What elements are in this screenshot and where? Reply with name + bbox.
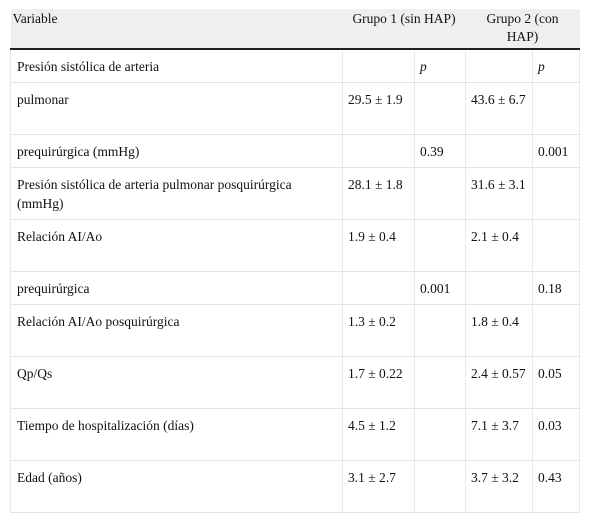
cell-g1-value <box>343 272 415 305</box>
cell-g2-value: 1.8 ± 0.4 <box>466 305 533 357</box>
cell-variable: Relación AI/Ao posquirúrgica <box>11 305 343 357</box>
table-row <box>11 49 580 83</box>
cell-g2-p <box>533 305 580 357</box>
table-row <box>11 83 580 135</box>
cell-g1-p <box>415 357 466 409</box>
cell-variable: Edad (años) <box>11 461 343 513</box>
cell-g1-value <box>343 135 415 168</box>
cell-g2-p: 0.03 <box>533 409 580 461</box>
cell-variable: Relación AI/Ao <box>11 220 343 272</box>
cell-g1-p: 0.001 <box>415 272 466 305</box>
cell-g1-p: 0.39 <box>415 135 466 168</box>
cell-g1-value <box>343 49 415 83</box>
table-header <box>11 9 580 49</box>
table-row <box>11 272 580 305</box>
header-row <box>11 9 580 49</box>
cell-variable: pulmonar <box>11 83 343 135</box>
cell-g1-p <box>415 305 466 357</box>
cell-g2-p: 0.001 <box>533 135 580 168</box>
cell-variable: Presión sistólica de arteria pulmonar posquirúrgica (mmHg) <box>11 168 343 220</box>
cell-g1-p <box>415 168 466 220</box>
table-body <box>11 49 580 513</box>
cell-g2-p: 0.05 <box>533 357 580 409</box>
table-row <box>11 409 580 461</box>
cell-g1-value: 28.1 ± 1.8 <box>343 168 415 220</box>
cell-g2-value: 43.6 ± 6.7 <box>466 83 533 135</box>
cell-g2-value <box>466 49 533 83</box>
cell-variable: Presión sistólica de arteria <box>11 49 343 83</box>
table-row <box>11 135 580 168</box>
cell-variable: prequirúrgica <box>11 272 343 305</box>
cell-g2-value: 2.1 ± 0.4 <box>466 220 533 272</box>
cell-g2-value: 31.6 ± 3.1 <box>466 168 533 220</box>
table-row <box>11 357 580 409</box>
table-row <box>11 220 580 272</box>
cell-g2-value: 7.1 ± 3.7 <box>466 409 533 461</box>
cell-g1-value: 3.1 ± 2.7 <box>343 461 415 513</box>
header-grupo-1: Grupo 1 (sin HAP) <box>343 9 466 49</box>
table-row <box>11 461 580 513</box>
cell-g1-value: 29.5 ± 1.9 <box>343 83 415 135</box>
header-variable: Variable <box>11 9 343 49</box>
cell-variable: Tiempo de hospitalización (días) <box>11 409 343 461</box>
cell-g1-value: 1.9 ± 0.4 <box>343 220 415 272</box>
cell-g2-value: 3.7 ± 3.2 <box>466 461 533 513</box>
cell-g1-p <box>415 461 466 513</box>
cell-g1-p: p <box>415 49 466 83</box>
table-row <box>11 168 580 220</box>
table-row <box>11 305 580 357</box>
data-table-container <box>10 9 579 513</box>
cell-g2-p <box>533 83 580 135</box>
cell-variable: prequirúrgica (mmHg) <box>11 135 343 168</box>
data-table <box>10 9 580 513</box>
cell-g2-p <box>533 168 580 220</box>
cell-g2-p <box>533 220 580 272</box>
cell-g2-p: 0.43 <box>533 461 580 513</box>
header-grupo-2: Grupo 2 (con HAP) <box>466 9 580 49</box>
cell-g1-p <box>415 83 466 135</box>
cell-g1-p <box>415 409 466 461</box>
cell-g1-p <box>415 220 466 272</box>
cell-g2-value: 2.4 ± 0.57 <box>466 357 533 409</box>
cell-g1-value: 4.5 ± 1.2 <box>343 409 415 461</box>
cell-g2-value <box>466 135 533 168</box>
cell-variable: Qp/Qs <box>11 357 343 409</box>
cell-g1-value: 1.7 ± 0.22 <box>343 357 415 409</box>
cell-g1-value: 1.3 ± 0.2 <box>343 305 415 357</box>
cell-g2-p: p <box>533 49 580 83</box>
cell-g2-value <box>466 272 533 305</box>
cell-g2-p: 0.18 <box>533 272 580 305</box>
